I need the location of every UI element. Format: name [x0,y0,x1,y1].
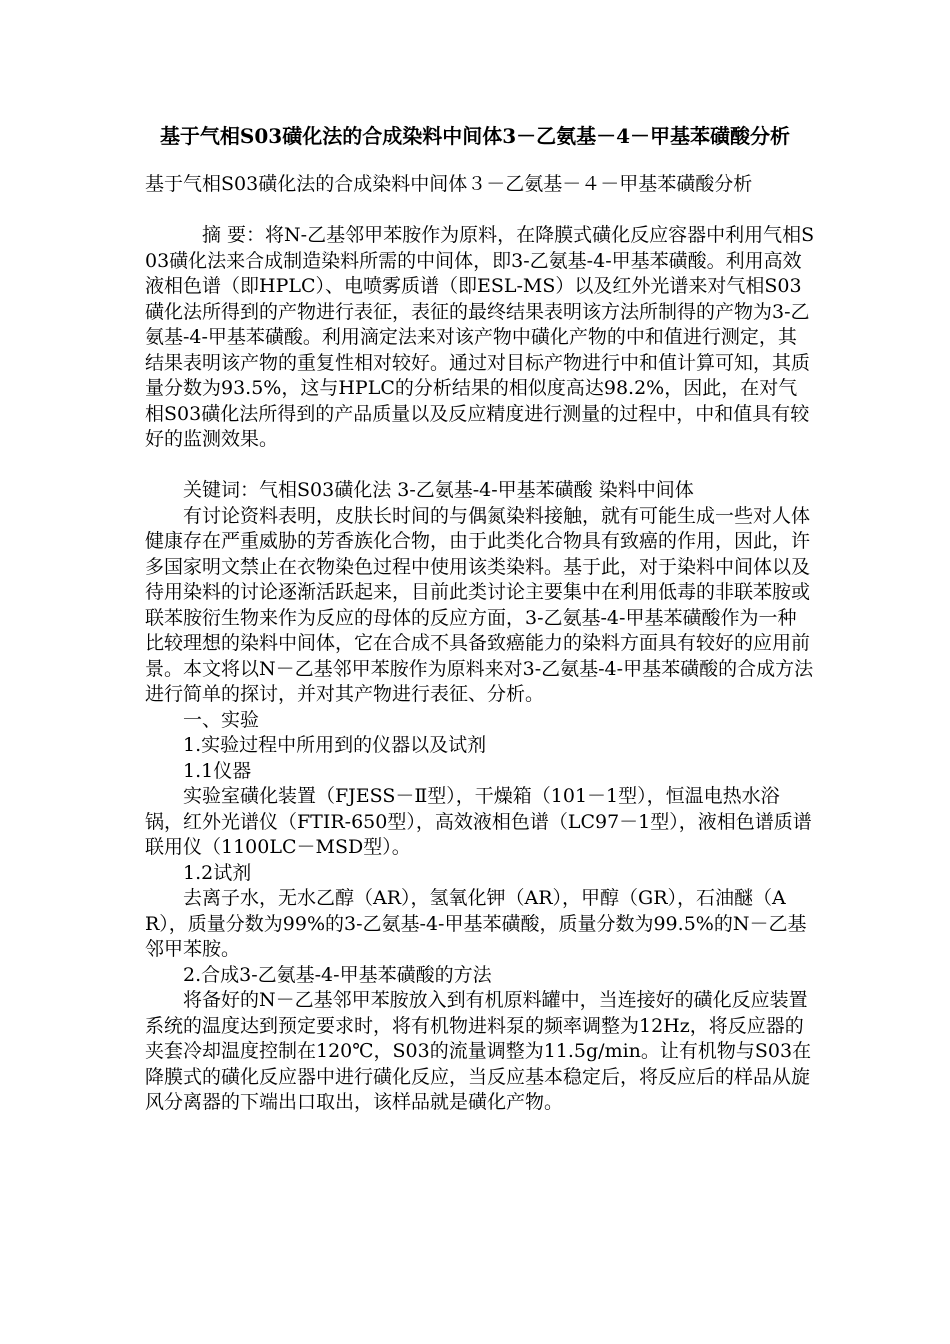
document-body [145,172,815,1116]
abstract-paragraph: 摘 要：将N-乙基邻甲苯胺作为原料，在降膜式磺化反应容器中利用气相S03磺化法来合成制造染料所需的中间体，即3-乙氨基-4-甲基苯磺酸。利用高效液相色谱（即HPLC）、电喷雾质谱（即ESL-MS）以及红外光谱来对气相S03磺化法所得到的产物进行表征，表征的最终结果表明该方法所制得的产物为3-乙氨基-4-甲基苯磺酸。利用滴定法来对该产物中磺化产物的中和值进行测定，其结果表明该产物的重复性相对较好。通过对目标产物进行中和值计算可知，其质量分数为93.5%，这与HPLC的分析结果的相似度高达98.2%，因此，在对气相S03磺化法所得到的产品质量以及反应精度进行测量的过程中，中和值具有较好的监测效果。 [145,224,815,450]
reagents-paragraph: 去离子水，无水乙醇（AR），氢氧化钾（AR），甲醇（GR），石油醚（AR），质量分数为99%的3-乙氨基-4-甲基苯磺酸，质量分数为99.5%的N－乙基邻甲苯胺。 [145,887,807,960]
instruments-paragraph: 实验室磺化装置（FJESS－Ⅱ型），干燥箱（101－1型），恒温电热水浴锅，红外光谱仪（FTIR-650型），高效液相色谱（LC97－1型），液相色谱质谱联用仪（1100LC－MSD型）。 [145,785,812,858]
section-heading-instruments: 1.1仪器 [183,759,252,782]
section-heading-reagents: 1.2试剂 [183,861,252,884]
section-heading-experiment: 一、实验 [183,708,260,731]
document-subtitle: 基于气相S03磺化法的合成染料中间体３－乙氨基－４－甲基苯磺酸分析 [145,173,753,195]
section-heading-instruments-reagents: 1.实验过程中所用到的仪器以及试剂 [183,734,487,756]
blank-line [145,198,815,224]
method-paragraph: 将备好的N－乙基邻甲苯胺放入到有机原料罐中，当连接好的磺化反应装置系统的温度达到预定要求时，将有机物进料泵的频率调整为12Hz，将反应器的夹套冷却温度控制在120℃，S03的流量调整为11.5g/min。让有机物与S03在降膜式的磺化反应器中进行磺化反应，当反应基本稳定后，将反应后的样品从旋风分离器的下端出口取出，该样品就是磺化产物。 [145,989,812,1113]
blank-line [145,453,815,479]
section-heading-synthesis-method: 2.合成3-乙氨基-4-甲基苯磺酸的方法 [183,963,492,986]
keywords-line: 关键词：气相S03磺化法 3-乙氨基-4-甲基苯磺酸 染料中间体 [183,479,694,501]
document-title: 基于气相S03磺化法的合成染料中间体3－乙氨基－4－甲基苯磺酸分析 [159,124,791,148]
intro-paragraph: 有讨论资料表明，皮肤长时间的与偶氮染料接触，就有可能生成一些对人体健康存在严重威胁的芳香族化合物，由于此类化合物具有致癌的作用，因此，许多国家明文禁止在衣物染色过程中使用该类染料。基于此，对于染料中间体以及待用染料的讨论逐渐活跃起来，目前此类讨论主要集中在利用低毒的非联苯胺或联苯胺衍生物来作为反应的母体的反应方面，3-乙氨基-4-甲基苯磺酸作为一种比较理想的染料中间体，它在合成不具备致癌能力的染料方面具有较好的应用前景。本文将以N－乙基邻甲苯胺作为原料来对3-乙氨基-4-甲基苯磺酸的合成方法进行简单的探讨，并对其产物进行表征、分析。 [145,504,814,705]
